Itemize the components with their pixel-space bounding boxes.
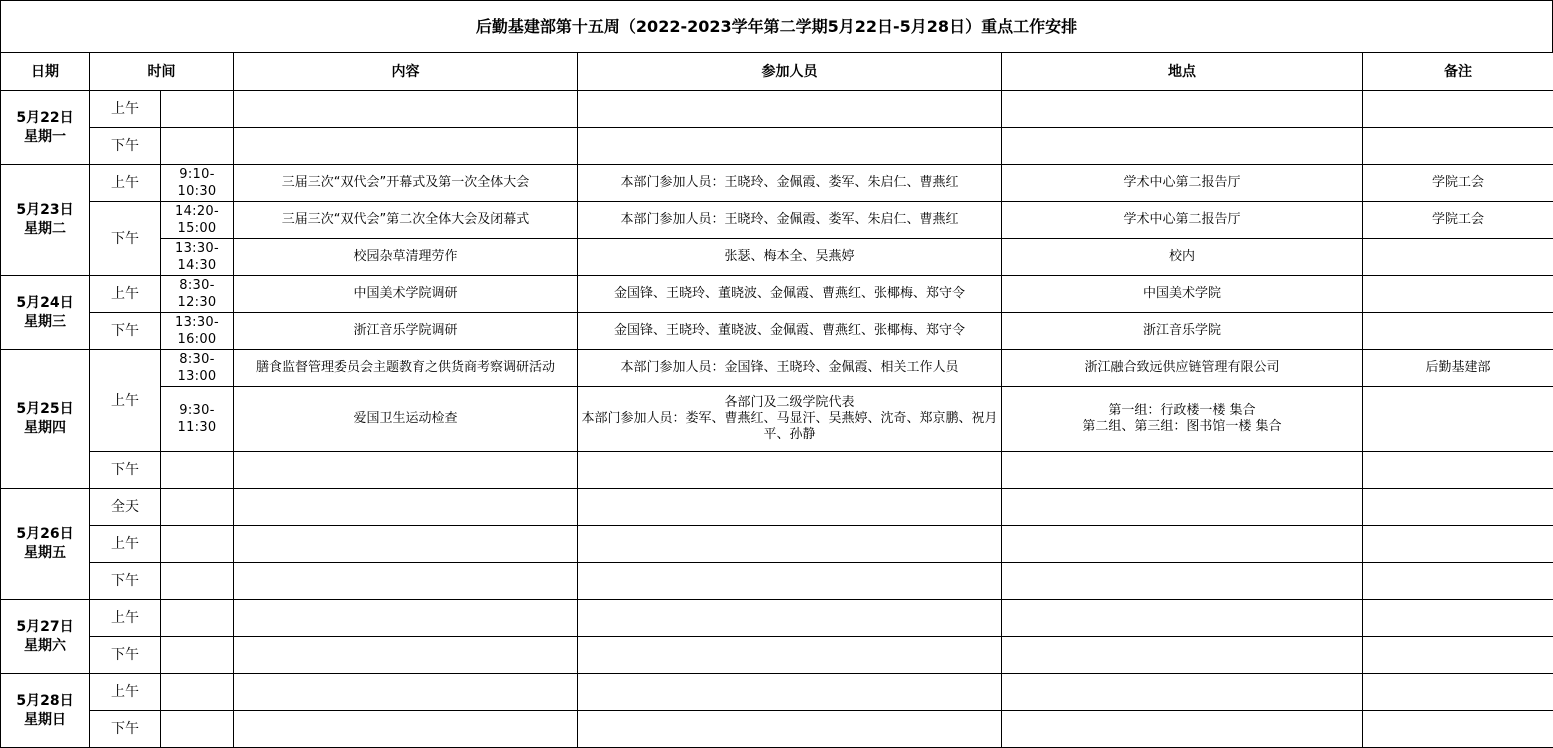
period-cell[interactable]: 上午	[90, 276, 161, 313]
participants-cell[interactable]	[578, 711, 1002, 748]
period-cell[interactable]: 下午	[90, 452, 161, 489]
header-content[interactable]: 内容	[234, 53, 578, 91]
date-label: 5月25日	[16, 401, 74, 417]
period-cell[interactable]: 下午	[90, 202, 161, 276]
participants-cell[interactable]	[578, 452, 1002, 489]
date-cell-0522[interactable]	[1, 91, 90, 165]
header-row	[1, 53, 1553, 91]
content-cell[interactable]	[234, 91, 578, 128]
weekday-label: 星期三	[24, 313, 66, 330]
header-notes[interactable]: 备注	[1363, 53, 1553, 91]
participants-cell[interactable]	[578, 563, 1002, 600]
content-cell[interactable]	[234, 452, 578, 489]
weekday-label: 星期日	[24, 711, 66, 728]
content-cell[interactable]: 三届三次“双代会”开幕式及第一次全体大会	[234, 165, 578, 202]
table-row	[1, 526, 1553, 563]
time-cell[interactable]: 8:30- 13:00	[161, 350, 234, 387]
period-cell[interactable]: 上午	[90, 600, 161, 637]
participants-cell[interactable]: 本部门参加人员：王晓玲、金佩霞、娄军、朱启仁、曹燕红	[578, 165, 1002, 202]
header-date[interactable]: 日期	[1, 53, 90, 91]
date-cell-0526[interactable]	[1, 489, 90, 600]
location-cell[interactable]	[1002, 637, 1363, 674]
content-cell[interactable]	[234, 600, 578, 637]
table-row	[1, 239, 1553, 276]
notes-cell[interactable]	[1363, 563, 1553, 600]
table-row	[1, 350, 1553, 387]
date-cell-0523[interactable]	[1, 165, 90, 276]
participants-cell[interactable]: 本部门参加人员：金国锋、王晓玲、金佩霞、相关工作人员	[578, 350, 1002, 387]
period-cell[interactable]: 全天	[90, 489, 161, 526]
content-cell[interactable]: 校园杂草清理劳作	[234, 239, 578, 276]
table-row	[1, 387, 1553, 452]
period-cell[interactable]: 下午	[90, 637, 161, 674]
notes-cell[interactable]	[1363, 711, 1553, 748]
location-cell[interactable]	[1002, 526, 1363, 563]
participants-cell[interactable]: 金国锋、王晓玲、董晓波、金佩霞、曹燕红、张椰梅、郑守令	[578, 276, 1002, 313]
period-cell[interactable]: 下午	[90, 563, 161, 600]
location-cell[interactable]: 中国美术学院	[1002, 276, 1363, 313]
sheet-title: 后勤基建部第十五周（2022-2023学年第二学期5月22日-5月28日）重点工作安排	[0, 0, 1553, 52]
notes-cell[interactable]	[1363, 489, 1553, 526]
table-row	[1, 674, 1553, 711]
table-row	[1, 165, 1553, 202]
table-row	[1, 313, 1553, 350]
notes-cell[interactable]: 学院工会	[1363, 165, 1553, 202]
table-row	[1, 600, 1553, 637]
notes-cell[interactable]	[1363, 526, 1553, 563]
period-cell[interactable]: 下午	[90, 711, 161, 748]
location-cell[interactable]: 校内	[1002, 239, 1363, 276]
content-cell[interactable]	[234, 674, 578, 711]
content-cell[interactable]	[234, 637, 578, 674]
notes-cell[interactable]	[1363, 674, 1553, 711]
period-cell[interactable]: 上午	[90, 165, 161, 202]
time-cell[interactable]: 9:10- 10:30	[161, 165, 234, 202]
date-cell-0524[interactable]	[1, 276, 90, 350]
participants-cell[interactable]	[578, 91, 1002, 128]
period-cell[interactable]: 上午	[90, 674, 161, 711]
notes-cell[interactable]	[1363, 600, 1553, 637]
period-cell[interactable]: 上午	[90, 526, 161, 563]
time-cell[interactable]	[161, 711, 234, 748]
participants-cell[interactable]: 张瑟、梅本全、吴燕婷	[578, 239, 1002, 276]
time-cell[interactable]	[161, 489, 234, 526]
time-cell[interactable]	[161, 91, 234, 128]
date-label: 5月27日	[16, 618, 74, 635]
participants-cell[interactable]	[578, 128, 1002, 165]
date-label: 5月23日	[16, 202, 74, 218]
time-cell[interactable]	[161, 637, 234, 674]
time-cell[interactable]: 14:20- 15:00	[161, 202, 234, 239]
time-cell[interactable]	[161, 526, 234, 563]
content-cell[interactable]	[234, 489, 578, 526]
notes-cell[interactable]	[1363, 313, 1553, 350]
notes-cell[interactable]: 学院工会	[1363, 202, 1553, 239]
notes-cell[interactable]	[1363, 276, 1553, 313]
date-cell-0525[interactable]	[1, 350, 90, 489]
date-cell-0528[interactable]	[1, 674, 90, 748]
participants-cell[interactable]	[578, 489, 1002, 526]
location-cell[interactable]: 浙江融合致远供应链管理有限公司	[1002, 350, 1363, 387]
location-cell[interactable]	[1002, 452, 1363, 489]
time-cell[interactable]	[161, 452, 234, 489]
content-cell[interactable]	[234, 711, 578, 748]
table-row	[1, 128, 1553, 165]
time-cell[interactable]	[161, 600, 234, 637]
weekday-label: 星期二	[24, 221, 66, 237]
location-cell[interactable]: 浙江音乐学院	[1002, 313, 1363, 350]
table-row	[1, 711, 1553, 748]
participants-cell[interactable]: 本部门参加人员：王晓玲、金佩霞、娄军、朱启仁、曹燕红	[578, 202, 1002, 239]
time-cell[interactable]	[161, 674, 234, 711]
table-row	[1, 563, 1553, 600]
location-cell[interactable]	[1002, 674, 1363, 711]
period-cell[interactable]: 下午	[90, 313, 161, 350]
time-cell[interactable]	[161, 563, 234, 600]
time-cell[interactable]	[161, 128, 234, 165]
content-cell[interactable]	[234, 563, 578, 600]
notes-cell[interactable]	[1363, 452, 1553, 489]
schedule-table	[0, 52, 1553, 748]
time-cell[interactable]: 13:30- 14:30	[161, 239, 234, 276]
location-cell[interactable]	[1002, 489, 1363, 526]
header-participants[interactable]: 参加人员	[578, 53, 1002, 91]
weekday-label: 星期六	[24, 637, 66, 654]
content-cell[interactable]	[234, 128, 578, 165]
location-cell[interactable]: 第一组：行政楼一楼 集合 第二组、第三组：图书馆一楼 集合	[1002, 387, 1363, 452]
content-cell[interactable]: 中国美术学院调研	[234, 276, 578, 313]
time-cell[interactable]: 13:30- 16:00	[161, 313, 234, 350]
header-location[interactable]: 地点	[1002, 53, 1363, 91]
table-row	[1, 202, 1553, 239]
date-label: 5月26日	[16, 526, 74, 542]
weekday-label: 星期五	[24, 545, 66, 561]
table-row	[1, 91, 1553, 128]
period-cell[interactable]: 上午	[90, 91, 161, 128]
period-cell[interactable]: 下午	[90, 128, 161, 165]
notes-cell[interactable]	[1363, 239, 1553, 276]
participants-cell[interactable]: 金国锋、王晓玲、董晓波、金佩霞、曹燕红、张椰梅、郑守令	[578, 313, 1002, 350]
participants-cell[interactable]: 各部门及二级学院代表 本部门参加人员：娄军、曹燕红、马显汗、吴燕婷、沈奇、郑京鹏、祝月平、孙静	[578, 387, 1002, 452]
time-cell[interactable]: 8:30- 12:30	[161, 276, 234, 313]
content-cell[interactable]: 三届三次“双代会”第二次全体大会及闭幕式	[234, 202, 578, 239]
notes-cell[interactable]	[1363, 128, 1553, 165]
content-cell[interactable]: 膳食监督管理委员会主题教育之供货商考察调研活动	[234, 350, 578, 387]
weekday-label: 星期一	[24, 128, 66, 145]
participants-cell[interactable]	[578, 526, 1002, 563]
header-time[interactable]: 时间	[90, 53, 234, 91]
date-label: 5月24日	[16, 294, 74, 311]
notes-cell[interactable]	[1363, 91, 1553, 128]
content-cell[interactable]: 爱国卫生运动检查	[234, 387, 578, 452]
period-cell[interactable]: 上午	[90, 350, 161, 452]
date-label: 5月28日	[16, 692, 74, 709]
participants-cell[interactable]	[578, 600, 1002, 637]
date-label: 5月22日	[16, 109, 74, 126]
notes-cell[interactable]: 后勤基建部	[1363, 350, 1553, 387]
location-cell[interactable]	[1002, 563, 1363, 600]
location-cell[interactable]: 学术中心第二报告厅	[1002, 165, 1363, 202]
location-cell[interactable]	[1002, 91, 1363, 128]
table-row	[1, 489, 1553, 526]
weekday-label: 星期四	[24, 420, 66, 436]
location-cell[interactable]	[1002, 711, 1363, 748]
notes-cell[interactable]	[1363, 387, 1553, 452]
location-cell[interactable]: 学术中心第二报告厅	[1002, 202, 1363, 239]
content-cell[interactable]: 浙江音乐学院调研	[234, 313, 578, 350]
table-row	[1, 452, 1553, 489]
location-cell[interactable]	[1002, 600, 1363, 637]
time-cell[interactable]: 9:30- 11:30	[161, 387, 234, 452]
table-row	[1, 276, 1553, 313]
table-row	[1, 637, 1553, 674]
content-cell[interactable]	[234, 526, 578, 563]
date-cell-0527[interactable]	[1, 600, 90, 674]
participants-cell[interactable]	[578, 674, 1002, 711]
location-cell[interactable]	[1002, 128, 1363, 165]
participants-cell[interactable]	[578, 637, 1002, 674]
notes-cell[interactable]	[1363, 637, 1553, 674]
